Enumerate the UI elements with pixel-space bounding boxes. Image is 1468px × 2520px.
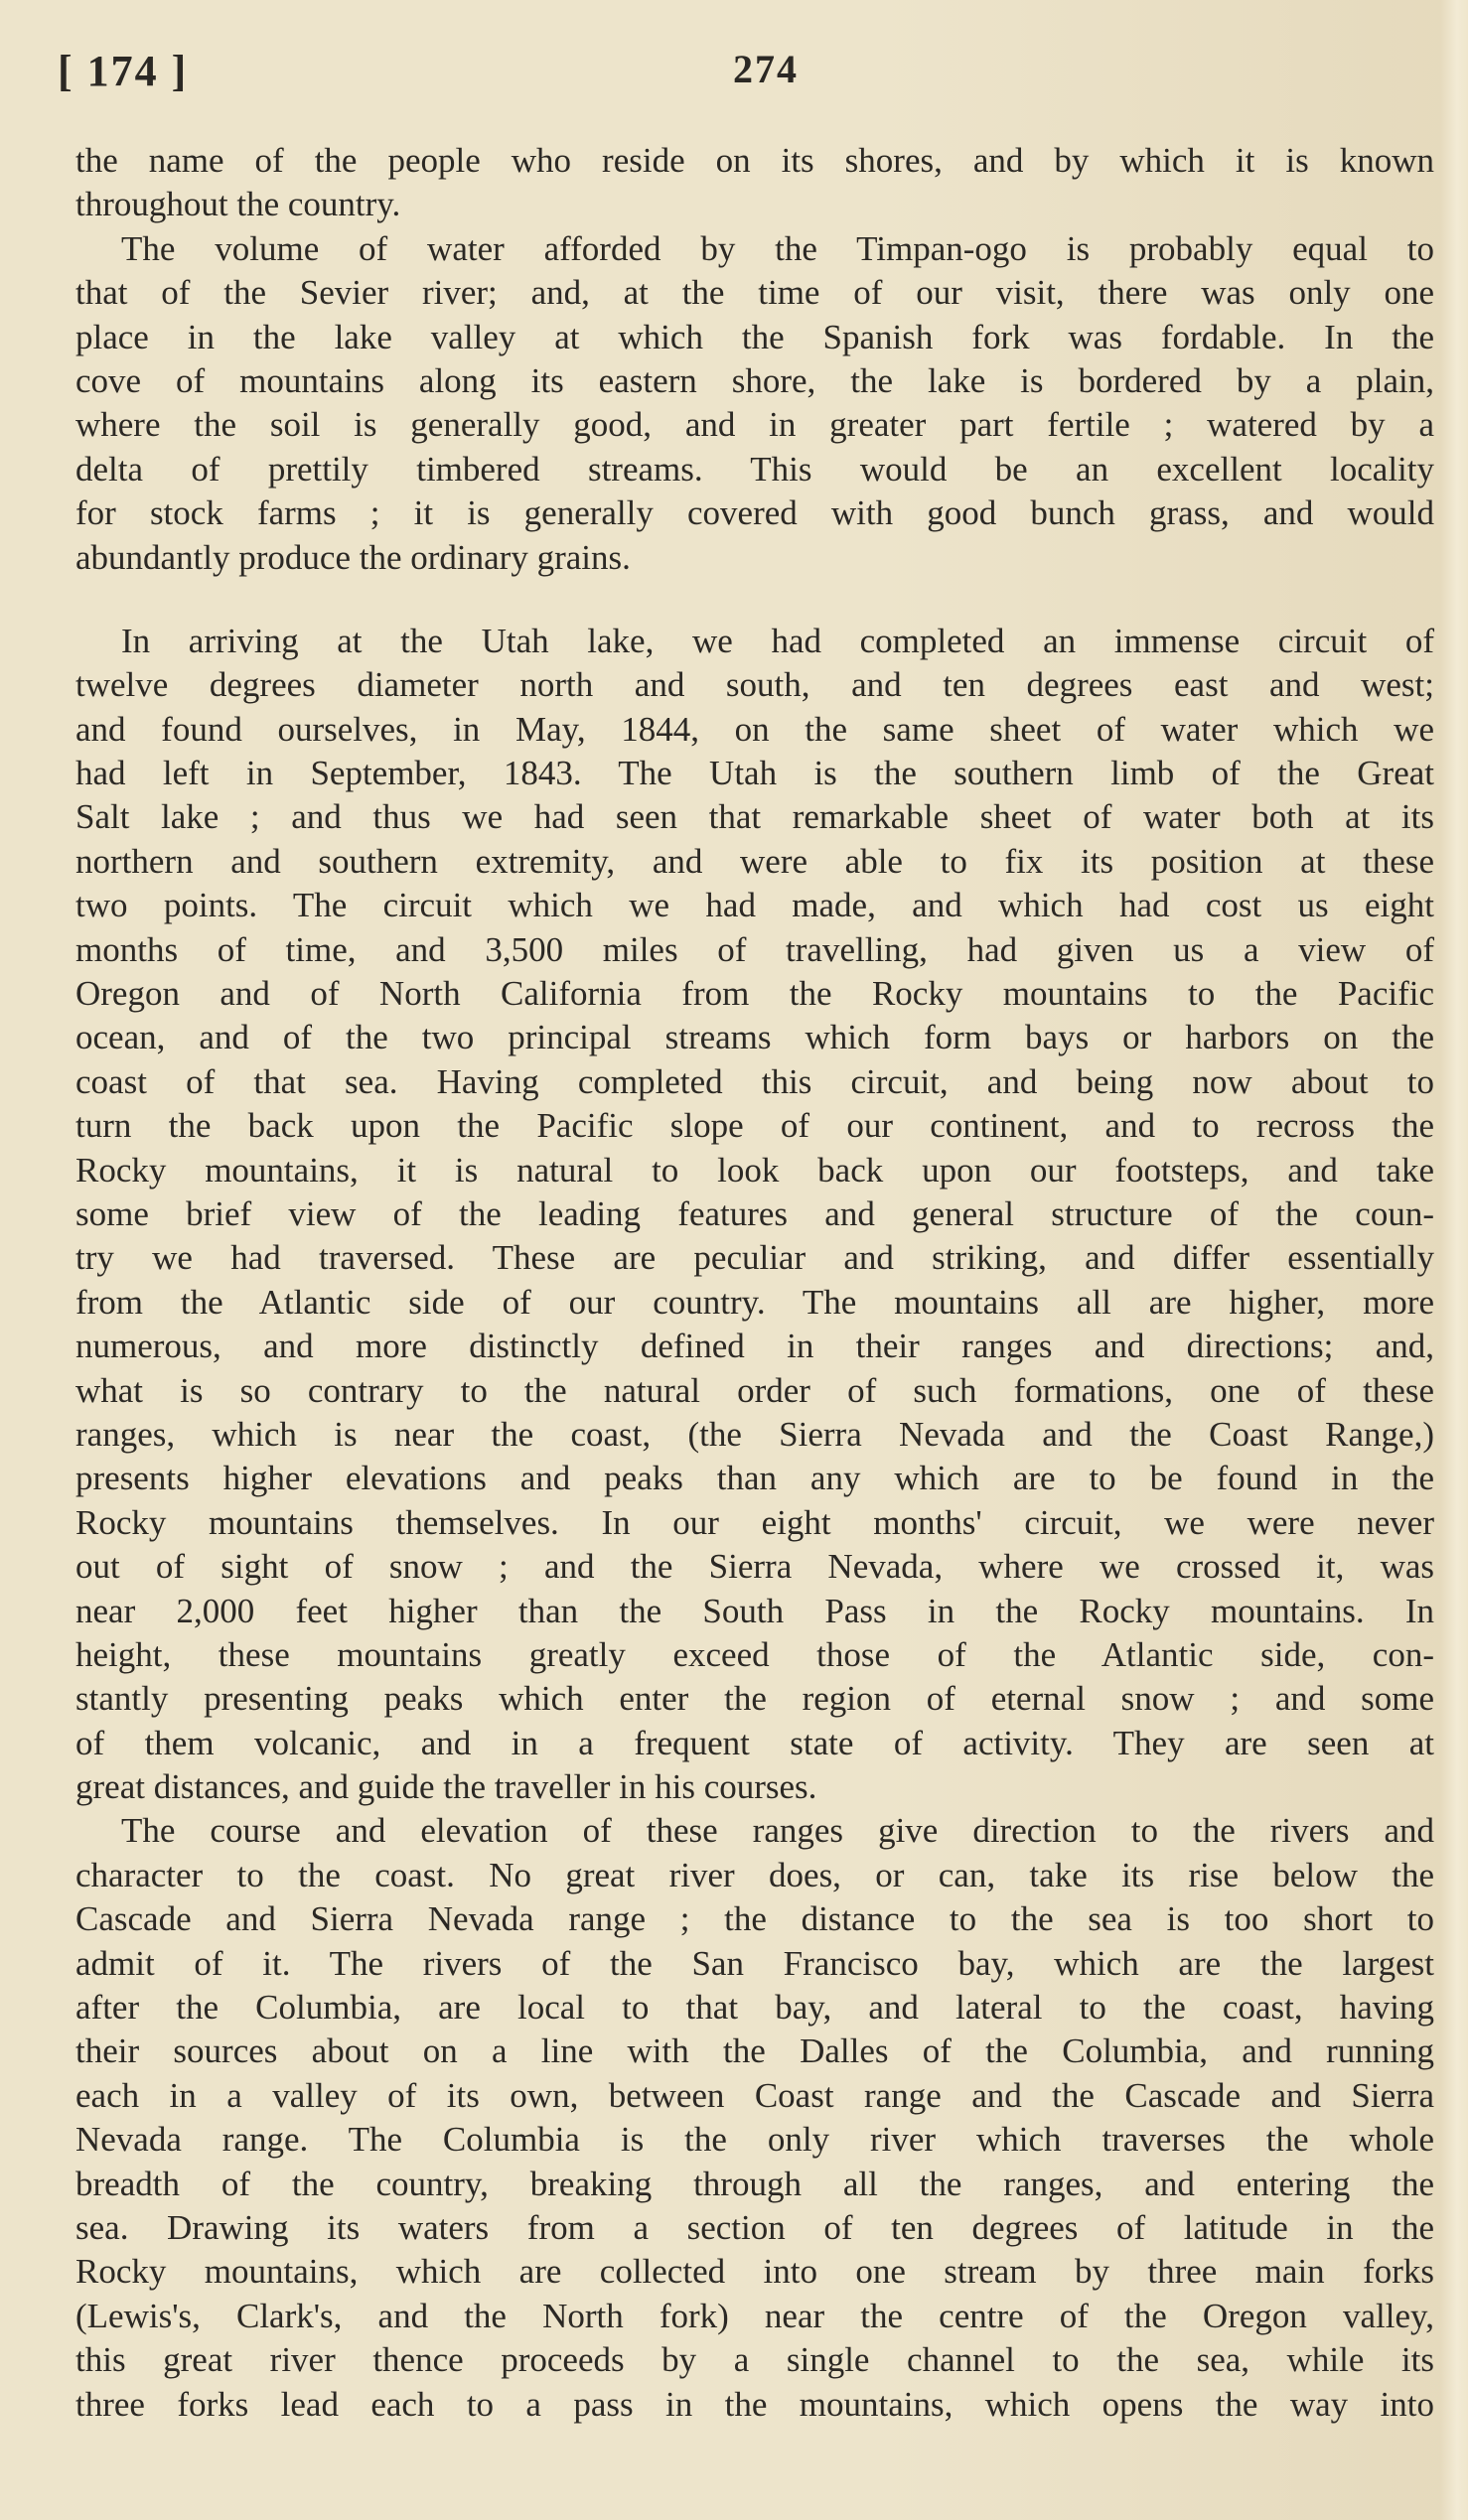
body-text (75, 139, 1434, 2427)
text-line: presents higher elevations and peaks than any which are to be found in the (75, 1459, 1434, 1498)
text-line: In arriving at the Utah lake, we had completed an immense circuit of (121, 621, 1434, 660)
text-line: (Lewis's, Clark's, and the North fork) near the centre of the Oregon valley, (75, 2296, 1434, 2335)
text-line: Cascade and Sierra Nevada range ; the distance to the sea is too short to (75, 1899, 1434, 1939)
text-line: abundantly produce the ordinary grains. (75, 537, 631, 577)
paragraph (75, 1809, 1434, 2426)
text-line: sea. Drawing its waters from a section of ten degrees of latitude in the (75, 2207, 1434, 2247)
text-line: character to the coast. No great river does, or can, take its rise below the (75, 1855, 1434, 1894)
text-line: delta of prettily timbered streams. This would be an excellent locality (75, 449, 1434, 489)
text-line: turn the back upon the Pacific slope of our continent, and to recross the (75, 1106, 1434, 1146)
text-line: where the soil is generally good, and in greater part fertile ; watered by a (75, 405, 1434, 445)
text-line: try we had traversed. These are peculiar and striking, and differ essentially (75, 1238, 1434, 1278)
text-line: for stock farms ; it is generally covered with good bunch grass, and would (75, 493, 1434, 533)
text-line: near 2,000 feet higher than the South Pass in the Rocky mountains. In (75, 1591, 1434, 1630)
text-line: Rocky mountains, it is natural to look back upon our footsteps, and take (75, 1150, 1434, 1190)
text-line: that of the Sevier river; and, at the time of our visit, there was only one (75, 273, 1434, 313)
text-line: and found ourselves, in May, 1844, on the same sheet of water which we (75, 709, 1434, 749)
text-line: throughout the country. (75, 185, 401, 224)
text-line: after the Columbia, are local to that bay, and lateral to the coast, having (75, 1988, 1434, 2028)
text-line: months of time, and 3,500 miles of travelling, had given us a view of (75, 929, 1434, 969)
text-line: the name of the people who reside on its shores, and by which it is known (75, 141, 1434, 180)
text-line: northern and southern extremity, and were able to fix its position at these (75, 841, 1434, 881)
text-line: cove of mountains along its eastern shore, the lake is bordered by a plain, (75, 360, 1434, 400)
text-line: great distances, and guide the traveller in his courses. (75, 1767, 817, 1807)
text-line: some brief view of the leading features and general structure of the coun- (75, 1193, 1434, 1233)
text-line: out of sight of snow ; and the Sierra Nevada, where we crossed it, was (75, 1547, 1434, 1587)
text-line: of them volcanic, and in a frequent state of activity. They are seen at (75, 1723, 1434, 1762)
text-line: admit of it. The rivers of the San Francisco bay, which are the largest (75, 1943, 1434, 1983)
text-line: each in a valley of its own, between Coast range and the Cascade and Sierra (75, 2075, 1434, 2115)
text-line: stantly presenting peaks which enter the region of eternal snow ; and some (75, 1679, 1434, 1719)
text-line: had left in September, 1843. The Utah is the southern limb of the Great (75, 754, 1434, 793)
page-edge (1440, 0, 1468, 2520)
text-line: Oregon and of North California from the Rocky mountains to the Pacific (75, 974, 1434, 1014)
text-line: ocean, and of the two principal streams which form bays or harbors on the (75, 1018, 1434, 1057)
text-line: coast of that sea. Having completed this circuit, and being now about to (75, 1061, 1434, 1101)
text-line: from the Atlantic side of our country. The mountains all are higher, more (75, 1282, 1434, 1322)
text-line: this great river thence proceeds by a single channel to the sea, while its (75, 2340, 1434, 2380)
text-line: place in the lake valley at which the Spanish fork was fordable. In the (75, 317, 1434, 356)
paragraph-break (75, 580, 1434, 620)
text-line: The course and elevation of these ranges give direction to the rivers and (121, 1811, 1434, 1851)
text-line: Rocky mountains, which are collected into one stream by three main forks (75, 2252, 1434, 2292)
paragraph (75, 620, 1434, 1810)
text-line: twelve degrees diameter north and south, and ten degrees east and west; (75, 665, 1434, 705)
page-number: 274 (733, 47, 799, 91)
text-line: what is so contrary to the natural order of such formations, one of these (75, 1370, 1434, 1410)
page-header (0, 40, 1468, 109)
text-line: ranges, which is near the coast, (the Sierra Nevada and the Coast Range,) (75, 1414, 1434, 1454)
text-line: Rocky mountains themselves. In our eight months' circuit, we were never (75, 1502, 1434, 1542)
paragraph (75, 227, 1434, 580)
text-line: The volume of water afforded by the Timpan-ogo is probably equal to (121, 228, 1434, 268)
text-line: three forks lead each to a pass in the mountains, which opens the way into (75, 2384, 1434, 2424)
text-line: breadth of the country, breaking through all the ranges, and entering the (75, 2164, 1434, 2203)
bracketed-page-number: [ 174 ] (58, 47, 189, 95)
text-line: numerous, and more distinctly defined in their ranges and directions; and, (75, 1327, 1434, 1366)
text-line: their sources about on a line with the Dalles of the Columbia, and running (75, 2031, 1434, 2071)
text-line: Nevada range. The Columbia is the only river which traverses the whole (75, 2120, 1434, 2160)
text-line: two points. The circuit which we had made, and which had cost us eight (75, 886, 1434, 925)
text-line: height, these mountains greatly exceed those of the Atlantic side, con- (75, 1634, 1434, 1674)
text-line: Salt lake ; and thus we had seen that remarkable sheet of water both at its (75, 797, 1434, 837)
paragraph (75, 139, 1434, 227)
